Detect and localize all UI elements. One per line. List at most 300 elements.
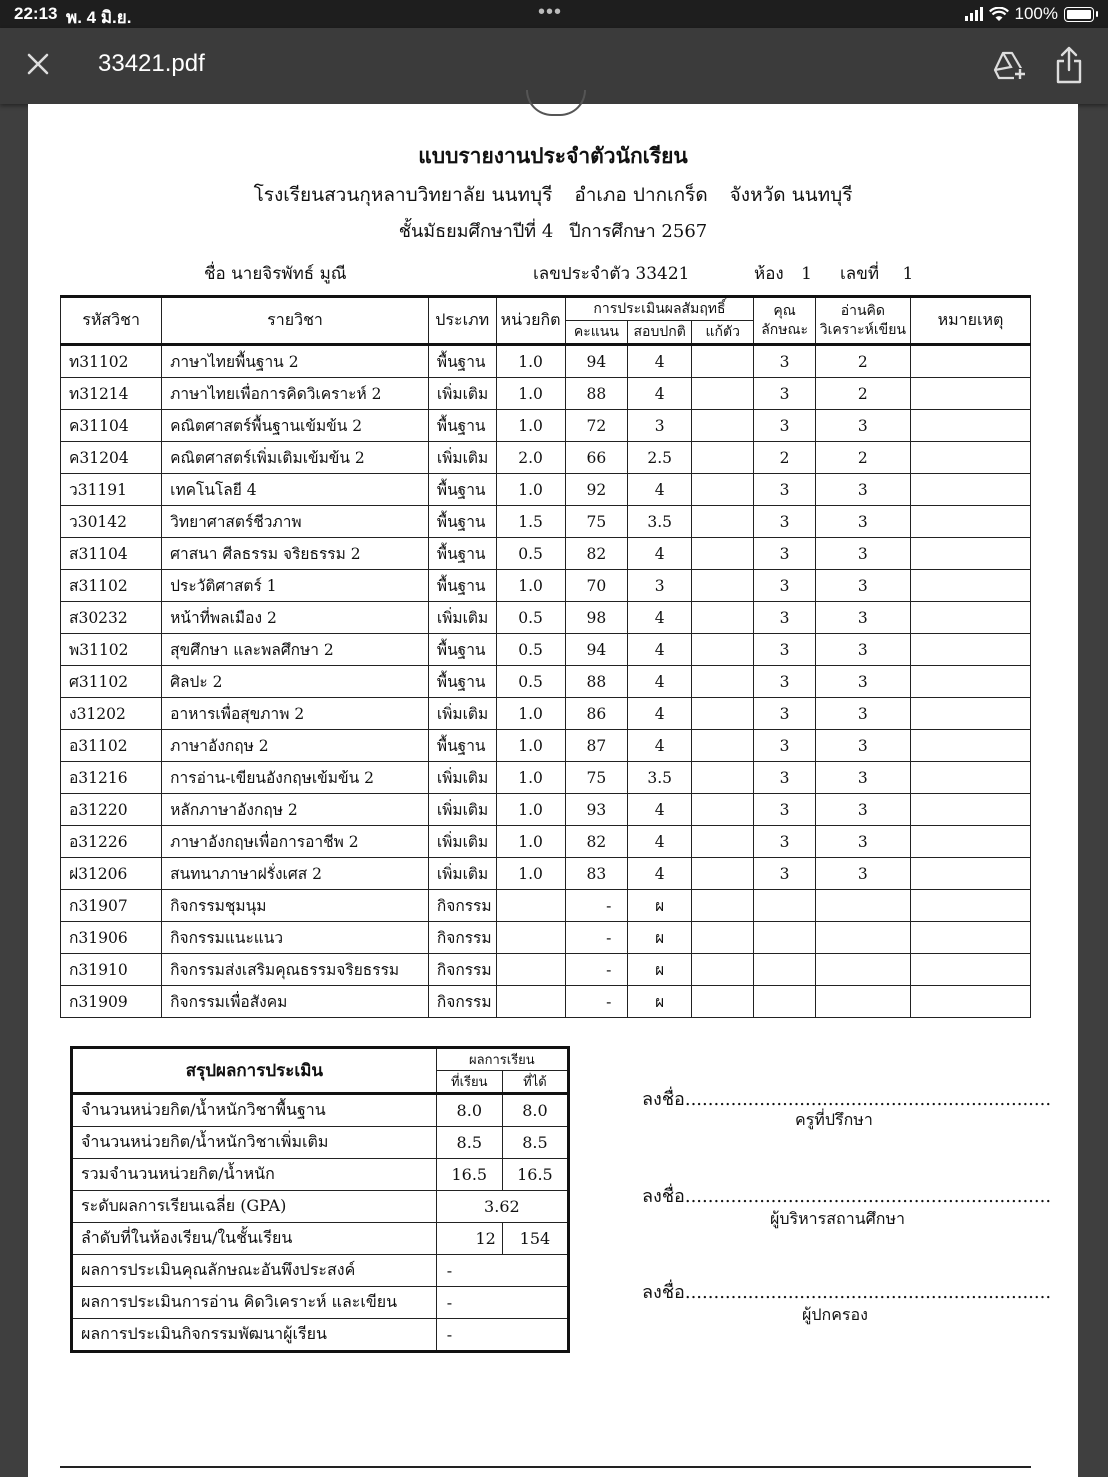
cell-subject: การอ่าน-เขียนอังกฤษเข้มข้น 2 — [162, 762, 429, 794]
cell-character: 3 — [754, 506, 815, 538]
status-bar — [0, 0, 1108, 28]
cell-score: 92 — [565, 474, 628, 506]
cell-credit: 1.0 — [496, 858, 565, 890]
cell-type: พื้นฐาน — [428, 506, 496, 538]
table-row — [61, 634, 1031, 666]
cell-character: 2 — [754, 442, 815, 474]
student-name-row — [204, 260, 347, 287]
cell-character: 3 — [754, 634, 815, 666]
cell-code: ศ31102 — [61, 666, 162, 698]
battery-icon — [1064, 7, 1094, 22]
cell-reading: 2 — [815, 442, 910, 474]
cell-subject: ภาษาอังกฤษ 2 — [162, 730, 429, 762]
file-title: 33421.pdf — [98, 50, 205, 77]
table-row — [61, 794, 1031, 826]
cell-code: ก31906 — [61, 922, 162, 954]
cell-subject: ศิลปะ 2 — [162, 666, 429, 698]
room-label: ห้อง — [754, 264, 784, 284]
cell-code: ฝ31206 — [61, 858, 162, 890]
cell-type: เพิ่มเติม — [428, 378, 496, 410]
cell-reading: 3 — [815, 698, 910, 730]
cell-reading: 3 — [815, 506, 910, 538]
academic-year: ปีการศึกษา 2567 — [569, 221, 708, 242]
student-id: 33421 — [635, 264, 690, 284]
table-row — [61, 858, 1031, 890]
cell-type: กิจกรรม — [428, 986, 496, 1018]
district: อำเภอ ปากเกร็ด — [574, 184, 708, 206]
cell-remark — [911, 698, 1031, 730]
cell-type: กิจกรรม — [428, 922, 496, 954]
table-row — [61, 890, 1031, 922]
table-row — [61, 922, 1031, 954]
cell-type: พื้นฐาน — [428, 730, 496, 762]
cell-reading — [815, 922, 910, 954]
rank-row — [72, 1223, 569, 1255]
cell-reading — [815, 986, 910, 1018]
summary-row: รวมจำนวนหน่วยกิต/น้ำหนัก 16.5 16.5 — [72, 1159, 569, 1191]
cell-code: ง31202 — [61, 698, 162, 730]
cell-type: เพิ่มเติม — [428, 826, 496, 858]
cell-code: ส31104 — [61, 538, 162, 570]
cell-exam: 4 — [628, 634, 692, 666]
cell-score: 94 — [565, 345, 628, 378]
student-name: นายจิรพัทธ์ มูณี — [231, 264, 347, 284]
cell-reading: 2 — [815, 345, 910, 378]
table-row — [61, 954, 1031, 986]
cell-remark — [911, 442, 1031, 474]
cell-credit: 1.0 — [496, 730, 565, 762]
col-header-achievement: การประเมินผลสัมฤทธิ์ — [565, 297, 754, 321]
cell-remedial — [692, 698, 754, 730]
share-icon[interactable] — [1054, 46, 1084, 84]
cell-character: 3 — [754, 602, 815, 634]
cell-character — [754, 922, 815, 954]
cell-remark — [911, 538, 1031, 570]
cell-code: ค31204 — [61, 442, 162, 474]
cell-credit: 0.5 — [496, 602, 565, 634]
cell-type: เพิ่มเติม — [428, 858, 496, 890]
cell-credit — [496, 954, 565, 986]
cell-remark — [911, 922, 1031, 954]
signature-role-director: ผู้บริหารสถานศึกษา — [770, 1209, 905, 1228]
cell-remedial — [692, 762, 754, 794]
name-label: ชื่อ — [204, 264, 226, 284]
cell-score: 75 — [565, 762, 628, 794]
signature-line-advisor: ลงชื่อ................................................................ — [642, 1089, 1052, 1110]
grades-table — [60, 295, 1031, 1018]
table-row — [61, 826, 1031, 858]
cell-code: ท31102 — [61, 345, 162, 378]
cell-character: 3 — [754, 730, 815, 762]
cell-type: เพิ่มเติม — [428, 794, 496, 826]
cell-code: ท31214 — [61, 378, 162, 410]
cell-remark — [911, 602, 1031, 634]
cell-exam: 3.5 — [628, 506, 692, 538]
cell-credit: 1.0 — [496, 410, 565, 442]
cell-remark — [911, 474, 1031, 506]
cell-exam: 4 — [628, 474, 692, 506]
cell-exam: 4 — [628, 538, 692, 570]
cell-character: 3 — [754, 538, 815, 570]
cell-remedial — [692, 538, 754, 570]
add-to-drive-icon[interactable] — [992, 48, 1026, 82]
cell-score: 87 — [565, 730, 628, 762]
cell-reading: 3 — [815, 538, 910, 570]
cell-exam: 3 — [628, 570, 692, 602]
cell-subject: คณิตศาสตร์เพิ่มเติมเข้มข้น 2 — [162, 442, 429, 474]
school-seal-icon — [526, 90, 586, 116]
table-row — [61, 410, 1031, 442]
cell-exam: 4 — [628, 858, 692, 890]
summary-col-earned: ที่ได้ — [502, 1071, 568, 1094]
cell-subject: กิจกรรมชุมนุม — [162, 890, 429, 922]
cell-credit: 1.0 — [496, 762, 565, 794]
close-icon[interactable] — [24, 50, 52, 78]
table-row — [61, 345, 1031, 378]
cell-credit: 1.0 — [496, 794, 565, 826]
table-row — [61, 762, 1031, 794]
cell-character: 3 — [754, 345, 815, 378]
table-row — [61, 538, 1031, 570]
status-time: 22:13 — [14, 4, 58, 23]
cell-remedial — [692, 442, 754, 474]
table-row — [61, 986, 1031, 1018]
cell-subject: ศาสนา ศีลธรรม จริยธรรม 2 — [162, 538, 429, 570]
cell-remedial — [692, 858, 754, 890]
cell-credit: 0.5 — [496, 538, 565, 570]
cell-credit: 0.5 — [496, 666, 565, 698]
cell-code: อ31216 — [61, 762, 162, 794]
cell-code: ส31102 — [61, 570, 162, 602]
summary-row: จำนวนหน่วยกิต/น้ำหนักวิชาพื้นฐาน 8.0 8.0 — [72, 1094, 569, 1127]
page-bottom-rule — [60, 1466, 1031, 1468]
cell-reading: 2 — [815, 378, 910, 410]
cell-character: 3 — [754, 858, 815, 890]
cell-exam: 4 — [628, 345, 692, 378]
report-title: แบบรายงานประจำตัวนักเรียน — [418, 143, 688, 168]
cell-code: ก31910 — [61, 954, 162, 986]
signature-line-director: ลงชื่อ................................................................ — [642, 1186, 1052, 1207]
cell-remark — [911, 858, 1031, 890]
cell-type: พื้นฐาน — [428, 474, 496, 506]
province: จังหวัด นนทบุรี — [729, 184, 853, 206]
cell-credit: 1.0 — [496, 826, 565, 858]
cell-subject: ภาษาไทยพื้นฐาน 2 — [162, 345, 429, 378]
number-value: 1 — [902, 264, 914, 284]
cell-character — [754, 954, 815, 986]
summary-table — [70, 1046, 570, 1353]
cell-credit: 1.0 — [496, 698, 565, 730]
cell-credit — [496, 890, 565, 922]
cell-exam: ผ — [628, 986, 692, 1018]
table-row — [61, 378, 1031, 410]
cell-code: อ31226 — [61, 826, 162, 858]
multitask-dots-icon[interactable]: ••• — [538, 1, 563, 23]
cell-remedial — [692, 474, 754, 506]
cell-code: อ31102 — [61, 730, 162, 762]
gpa-value: 3.62 — [436, 1191, 568, 1223]
cell-remedial — [692, 730, 754, 762]
cell-type: พื้นฐาน — [428, 634, 496, 666]
col-header-subject: รายวิชา — [162, 297, 429, 345]
cell-reading: 3 — [815, 410, 910, 442]
cell-credit: 1.0 — [496, 345, 565, 378]
cell-type: เพิ่มเติม — [428, 698, 496, 730]
cell-type: เพิ่มเติม — [428, 602, 496, 634]
cell-subject: หน้าที่พลเมือง 2 — [162, 602, 429, 634]
cell-reading: 3 — [815, 762, 910, 794]
cell-exam: ผ — [628, 890, 692, 922]
cell-credit — [496, 922, 565, 954]
cell-code: ส30232 — [61, 602, 162, 634]
cell-score: 88 — [565, 378, 628, 410]
cell-score: 70 — [565, 570, 628, 602]
cell-subject: เทคโนโลยี 4 — [162, 474, 429, 506]
cell-subject: ภาษาอังกฤษเพื่อการอาชีพ 2 — [162, 826, 429, 858]
cell-code: ว30142 — [61, 506, 162, 538]
cell-exam: 3.5 — [628, 762, 692, 794]
cell-remark — [911, 345, 1031, 378]
cell-character: 3 — [754, 378, 815, 410]
cell-subject: หลักภาษาอังกฤษ 2 — [162, 794, 429, 826]
cell-code: ก31907 — [61, 890, 162, 922]
cell-remedial — [692, 378, 754, 410]
assess-row: ผลการประเมินคุณลักษณะอันพึงประสงค์ - — [72, 1255, 569, 1287]
cell-score: - — [565, 986, 628, 1018]
cell-remedial — [692, 826, 754, 858]
cell-credit: 1.0 — [496, 378, 565, 410]
cell-remark — [911, 794, 1031, 826]
cell-score: 82 — [565, 826, 628, 858]
cellular-signal-icon — [965, 7, 983, 21]
cell-remedial — [692, 506, 754, 538]
cell-score: 75 — [565, 506, 628, 538]
rank-label: ลำดับที่ในห้องเรียน/ในชั้นเรียน — [72, 1223, 437, 1255]
col-header-code: รหัสวิชา — [61, 297, 162, 345]
cell-remedial — [692, 794, 754, 826]
cell-score: 98 — [565, 602, 628, 634]
gpa-row — [72, 1191, 569, 1223]
cell-type: พื้นฐาน — [428, 570, 496, 602]
cell-remedial — [692, 666, 754, 698]
cell-credit: 0.5 — [496, 634, 565, 666]
cell-subject: สุขศึกษา และพลศึกษา 2 — [162, 634, 429, 666]
cell-type: เพิ่มเติม — [428, 762, 496, 794]
school-name: โรงเรียนสวนกุหลาบวิทยาลัย นนทบุรี — [253, 184, 553, 206]
col-header-exam: สอบปกติ — [628, 321, 692, 345]
summary-col-enrolled: ที่เรียน — [436, 1071, 502, 1094]
assess-row: ผลการประเมินกิจกรรมพัฒนาผู้เรียน - — [72, 1319, 569, 1352]
cell-exam: 4 — [628, 378, 692, 410]
cell-subject: วิทยาศาสตร์ชีวภาพ — [162, 506, 429, 538]
cell-reading: 3 — [815, 858, 910, 890]
cell-character: 3 — [754, 698, 815, 730]
cell-remark — [911, 730, 1031, 762]
cell-type: พื้นฐาน — [428, 666, 496, 698]
table-row — [61, 474, 1031, 506]
id-label: เลขประจำตัว — [533, 264, 630, 284]
col-header-remedial: แก้ตัว — [692, 321, 754, 345]
cell-character — [754, 890, 815, 922]
cell-reading: 3 — [815, 826, 910, 858]
cell-reading: 3 — [815, 730, 910, 762]
cell-character: 3 — [754, 826, 815, 858]
col-header-remark: หมายเหตุ — [911, 297, 1031, 345]
number-row — [840, 260, 913, 287]
cell-character — [754, 986, 815, 1018]
cell-subject: ประวัติศาสตร์ 1 — [162, 570, 429, 602]
cell-exam: 2.5 — [628, 442, 692, 474]
cell-remark — [911, 410, 1031, 442]
table-row — [61, 730, 1031, 762]
assess-row: ผลการประเมินการอ่าน คิดวิเคราะห์ และเขียน - — [72, 1287, 569, 1319]
cell-remark — [911, 826, 1031, 858]
cell-score: 93 — [565, 794, 628, 826]
cell-character: 3 — [754, 570, 815, 602]
cell-type: กิจกรรม — [428, 954, 496, 986]
pdf-page — [28, 104, 1078, 1477]
class-line — [28, 216, 1078, 245]
cell-code: พ31102 — [61, 634, 162, 666]
col-header-credit: หน่วยกิต — [496, 297, 565, 345]
number-label: เลขที่ — [840, 264, 880, 284]
table-row — [61, 666, 1031, 698]
status-date: พ. 4 มิ.ย. — [66, 8, 132, 27]
col-header-score: คะแนน — [565, 321, 628, 345]
wifi-icon — [989, 7, 1009, 22]
cell-subject: กิจกรรมเพื่อสังคม — [162, 986, 429, 1018]
cell-character: 3 — [754, 666, 815, 698]
cell-code: ว31191 — [61, 474, 162, 506]
cell-exam: 4 — [628, 666, 692, 698]
cell-character: 3 — [754, 794, 815, 826]
cell-reading — [815, 890, 910, 922]
cell-remedial — [692, 602, 754, 634]
cell-exam: 4 — [628, 826, 692, 858]
summary-result-header: ผลการเรียน — [436, 1048, 568, 1071]
cell-exam: ผ — [628, 954, 692, 986]
col-header-type: ประเภท — [428, 297, 496, 345]
signature-line-parent: ลงชื่อ................................................................ — [642, 1282, 1052, 1303]
cell-code: ก31909 — [61, 986, 162, 1018]
cell-remark — [911, 506, 1031, 538]
cell-score: 86 — [565, 698, 628, 730]
cell-reading: 3 — [815, 634, 910, 666]
room-value: 1 — [801, 264, 812, 284]
cell-subject: สนทนาภาษาฝรั่งเศส 2 — [162, 858, 429, 890]
cell-remedial — [692, 345, 754, 378]
cell-reading — [815, 954, 910, 986]
cell-score: - — [565, 890, 628, 922]
cell-subject: กิจกรรมแนะแนว — [162, 922, 429, 954]
cell-type: พื้นฐาน — [428, 538, 496, 570]
cell-remark — [911, 954, 1031, 986]
cell-score: 94 — [565, 634, 628, 666]
cell-score: 82 — [565, 538, 628, 570]
cell-exam: 3 — [628, 410, 692, 442]
cell-reading: 3 — [815, 666, 910, 698]
cell-subject: กิจกรรมส่งเสริมคุณธรรมจริยธรรม — [162, 954, 429, 986]
cell-score: 88 — [565, 666, 628, 698]
cell-credit: 1.0 — [496, 570, 565, 602]
cell-reading: 3 — [815, 602, 910, 634]
cell-credit: 2.0 — [496, 442, 565, 474]
cell-subject: ภาษาไทยเพื่อการคิดวิเคราะห์ 2 — [162, 378, 429, 410]
cell-subject: คณิตศาสตร์พื้นฐานเข้มข้น 2 — [162, 410, 429, 442]
cell-type: กิจกรรม — [428, 890, 496, 922]
col-header-reading: อ่านคิด วิเคราะห์เขียน — [815, 297, 910, 345]
table-row — [61, 442, 1031, 474]
cell-character: 3 — [754, 410, 815, 442]
cell-character: 3 — [754, 762, 815, 794]
cell-reading: 3 — [815, 794, 910, 826]
summary-title: สรุปผลการประเมิน — [72, 1048, 437, 1094]
cell-exam: ผ — [628, 922, 692, 954]
table-row — [61, 506, 1031, 538]
cell-credit — [496, 986, 565, 1018]
cell-remark — [911, 570, 1031, 602]
cell-remedial — [692, 954, 754, 986]
cell-remark — [911, 986, 1031, 1018]
cell-type: พื้นฐาน — [428, 410, 496, 442]
cell-remedial — [692, 890, 754, 922]
cell-remedial — [692, 634, 754, 666]
cell-remedial — [692, 570, 754, 602]
cell-credit: 1.5 — [496, 506, 565, 538]
table-row — [61, 570, 1031, 602]
cell-remedial — [692, 986, 754, 1018]
signature-role-advisor: ครูที่ปรึกษา — [795, 1110, 873, 1129]
cell-exam: 4 — [628, 730, 692, 762]
cell-score: - — [565, 922, 628, 954]
summary-row: จำนวนหน่วยกิต/น้ำหนักวิชาเพิ่มเติม 8.5 8.5 — [72, 1127, 569, 1159]
cell-exam: 4 — [628, 698, 692, 730]
col-header-character: คุณ ลักษณะ — [754, 297, 815, 345]
cell-score: 72 — [565, 410, 628, 442]
school-line — [28, 180, 1078, 210]
cell-code: ค31104 — [61, 410, 162, 442]
room-row — [754, 260, 812, 287]
cell-remark — [911, 378, 1031, 410]
cell-exam: 4 — [628, 602, 692, 634]
status-indicators — [965, 4, 1094, 24]
table-row — [61, 698, 1031, 730]
cell-subject: อาหารเพื่อสุขภาพ 2 — [162, 698, 429, 730]
cell-credit: 1.0 — [496, 474, 565, 506]
cell-code: อ31220 — [61, 794, 162, 826]
battery-percent: 100% — [1014, 4, 1058, 23]
cell-score: 66 — [565, 442, 628, 474]
cell-score: 83 — [565, 858, 628, 890]
table-row — [61, 602, 1031, 634]
cell-reading: 3 — [815, 474, 910, 506]
cell-remark — [911, 762, 1031, 794]
gpa-label: ระดับผลการเรียนเฉลี่ย (GPA) — [72, 1191, 437, 1223]
rank-level: 154 — [502, 1223, 568, 1255]
cell-type: เพิ่มเติม — [428, 442, 496, 474]
cell-character: 3 — [754, 474, 815, 506]
cell-exam: 4 — [628, 794, 692, 826]
cell-remark — [911, 890, 1031, 922]
cell-remark — [911, 634, 1031, 666]
cell-remedial — [692, 410, 754, 442]
rank-room: 12 — [436, 1223, 502, 1255]
cell-reading: 3 — [815, 570, 910, 602]
cell-remedial — [692, 922, 754, 954]
student-id-row — [533, 260, 690, 287]
cell-remark — [911, 666, 1031, 698]
cell-score: - — [565, 954, 628, 986]
